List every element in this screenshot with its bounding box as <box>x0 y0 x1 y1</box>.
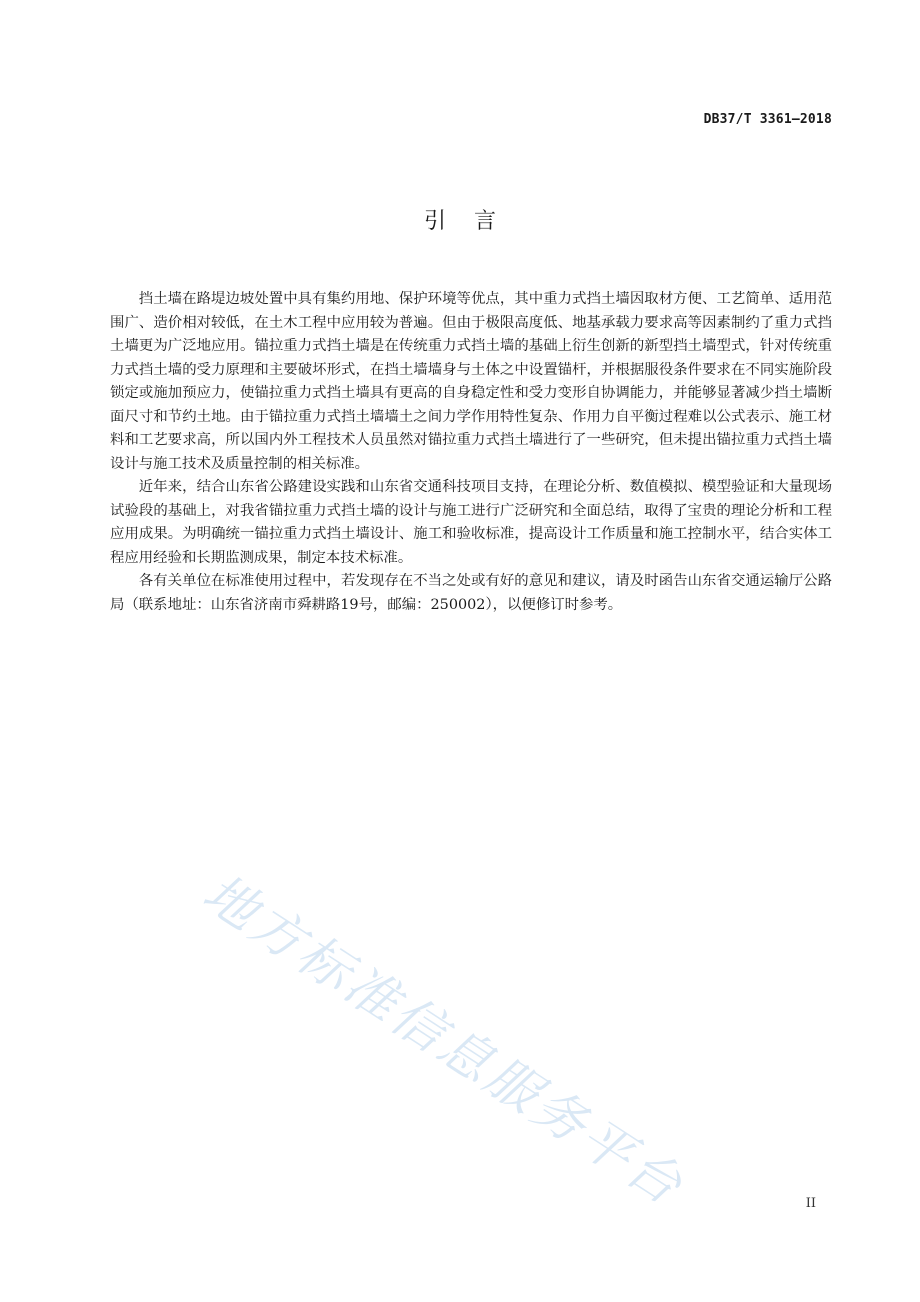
paragraph-2: 近年来，结合山东省公路建设实践和山东省交通科技项目支持，在理论分析、数值模拟、模型验证和大量现场试验段的基础上，对我省锚拉重力式挡土墙的设计与施工进行广泛研究和全面总结，取得了宝贵的理论分析和工程应用成果。为明确统一锚拉重力式挡土墙设计、施工和验收标准，提高设计工作质量和施工控制水平，结合实体工程应用经验和长期监测成果，制定本技术标准。 <box>110 479 832 566</box>
page-number: II <box>805 1196 816 1211</box>
paragraph-3: 各有关单位在标准使用过程中，若发现存在不当之处或有好的意见和建议，请及时函告山东省交通运输厅公路局（联系地址：山东省济南市舜耕路19号，邮编：250002），以便修订时参考。 <box>110 573 832 613</box>
document-code: DB37/T 3361—2018 <box>703 112 832 127</box>
watermark: 地方标准信息服务平台 <box>192 862 695 1219</box>
page-title: 引言 <box>423 209 524 234</box>
paragraph-1: 挡土墙在路堤边坡处置中具有集约用地、保护环境等优点，其中重力式挡土墙因取材方便、工艺简单、适用范围广、造价相对较低，在土木工程中应用较为普遍。但由于极限高度低、地基承载力要求高等因素制约了重力式挡土墙更为广泛地应用。锚拉重力式挡土墙是在传统重力式挡土墙的基础上衍生创新的新型挡土墙型式，针对传统重力式挡土墙的受力原理和主要破坏形式，在挡土墙墙身与土体之中设置锚杆，并根据服役条件要求在不同实施阶段锁定或施加预应力，使锚拉重力式挡土墙具有更高的自身稳定性和受力变形自协调能力，并能够显著减少挡土墙断面尺寸和节约土地。由于锚拉重力式挡土墙墙土之间力学作用特性复杂、作用力自平衡过程难以公式表示、施工材料和工艺要求高，所以国内外工程技术人员虽然对锚拉重力式挡土墙进行了一些研究，但未提出锚拉重力式挡土墙设计与施工技术及质量控制的相关标准。 <box>110 291 832 472</box>
body-text <box>110 288 832 617</box>
